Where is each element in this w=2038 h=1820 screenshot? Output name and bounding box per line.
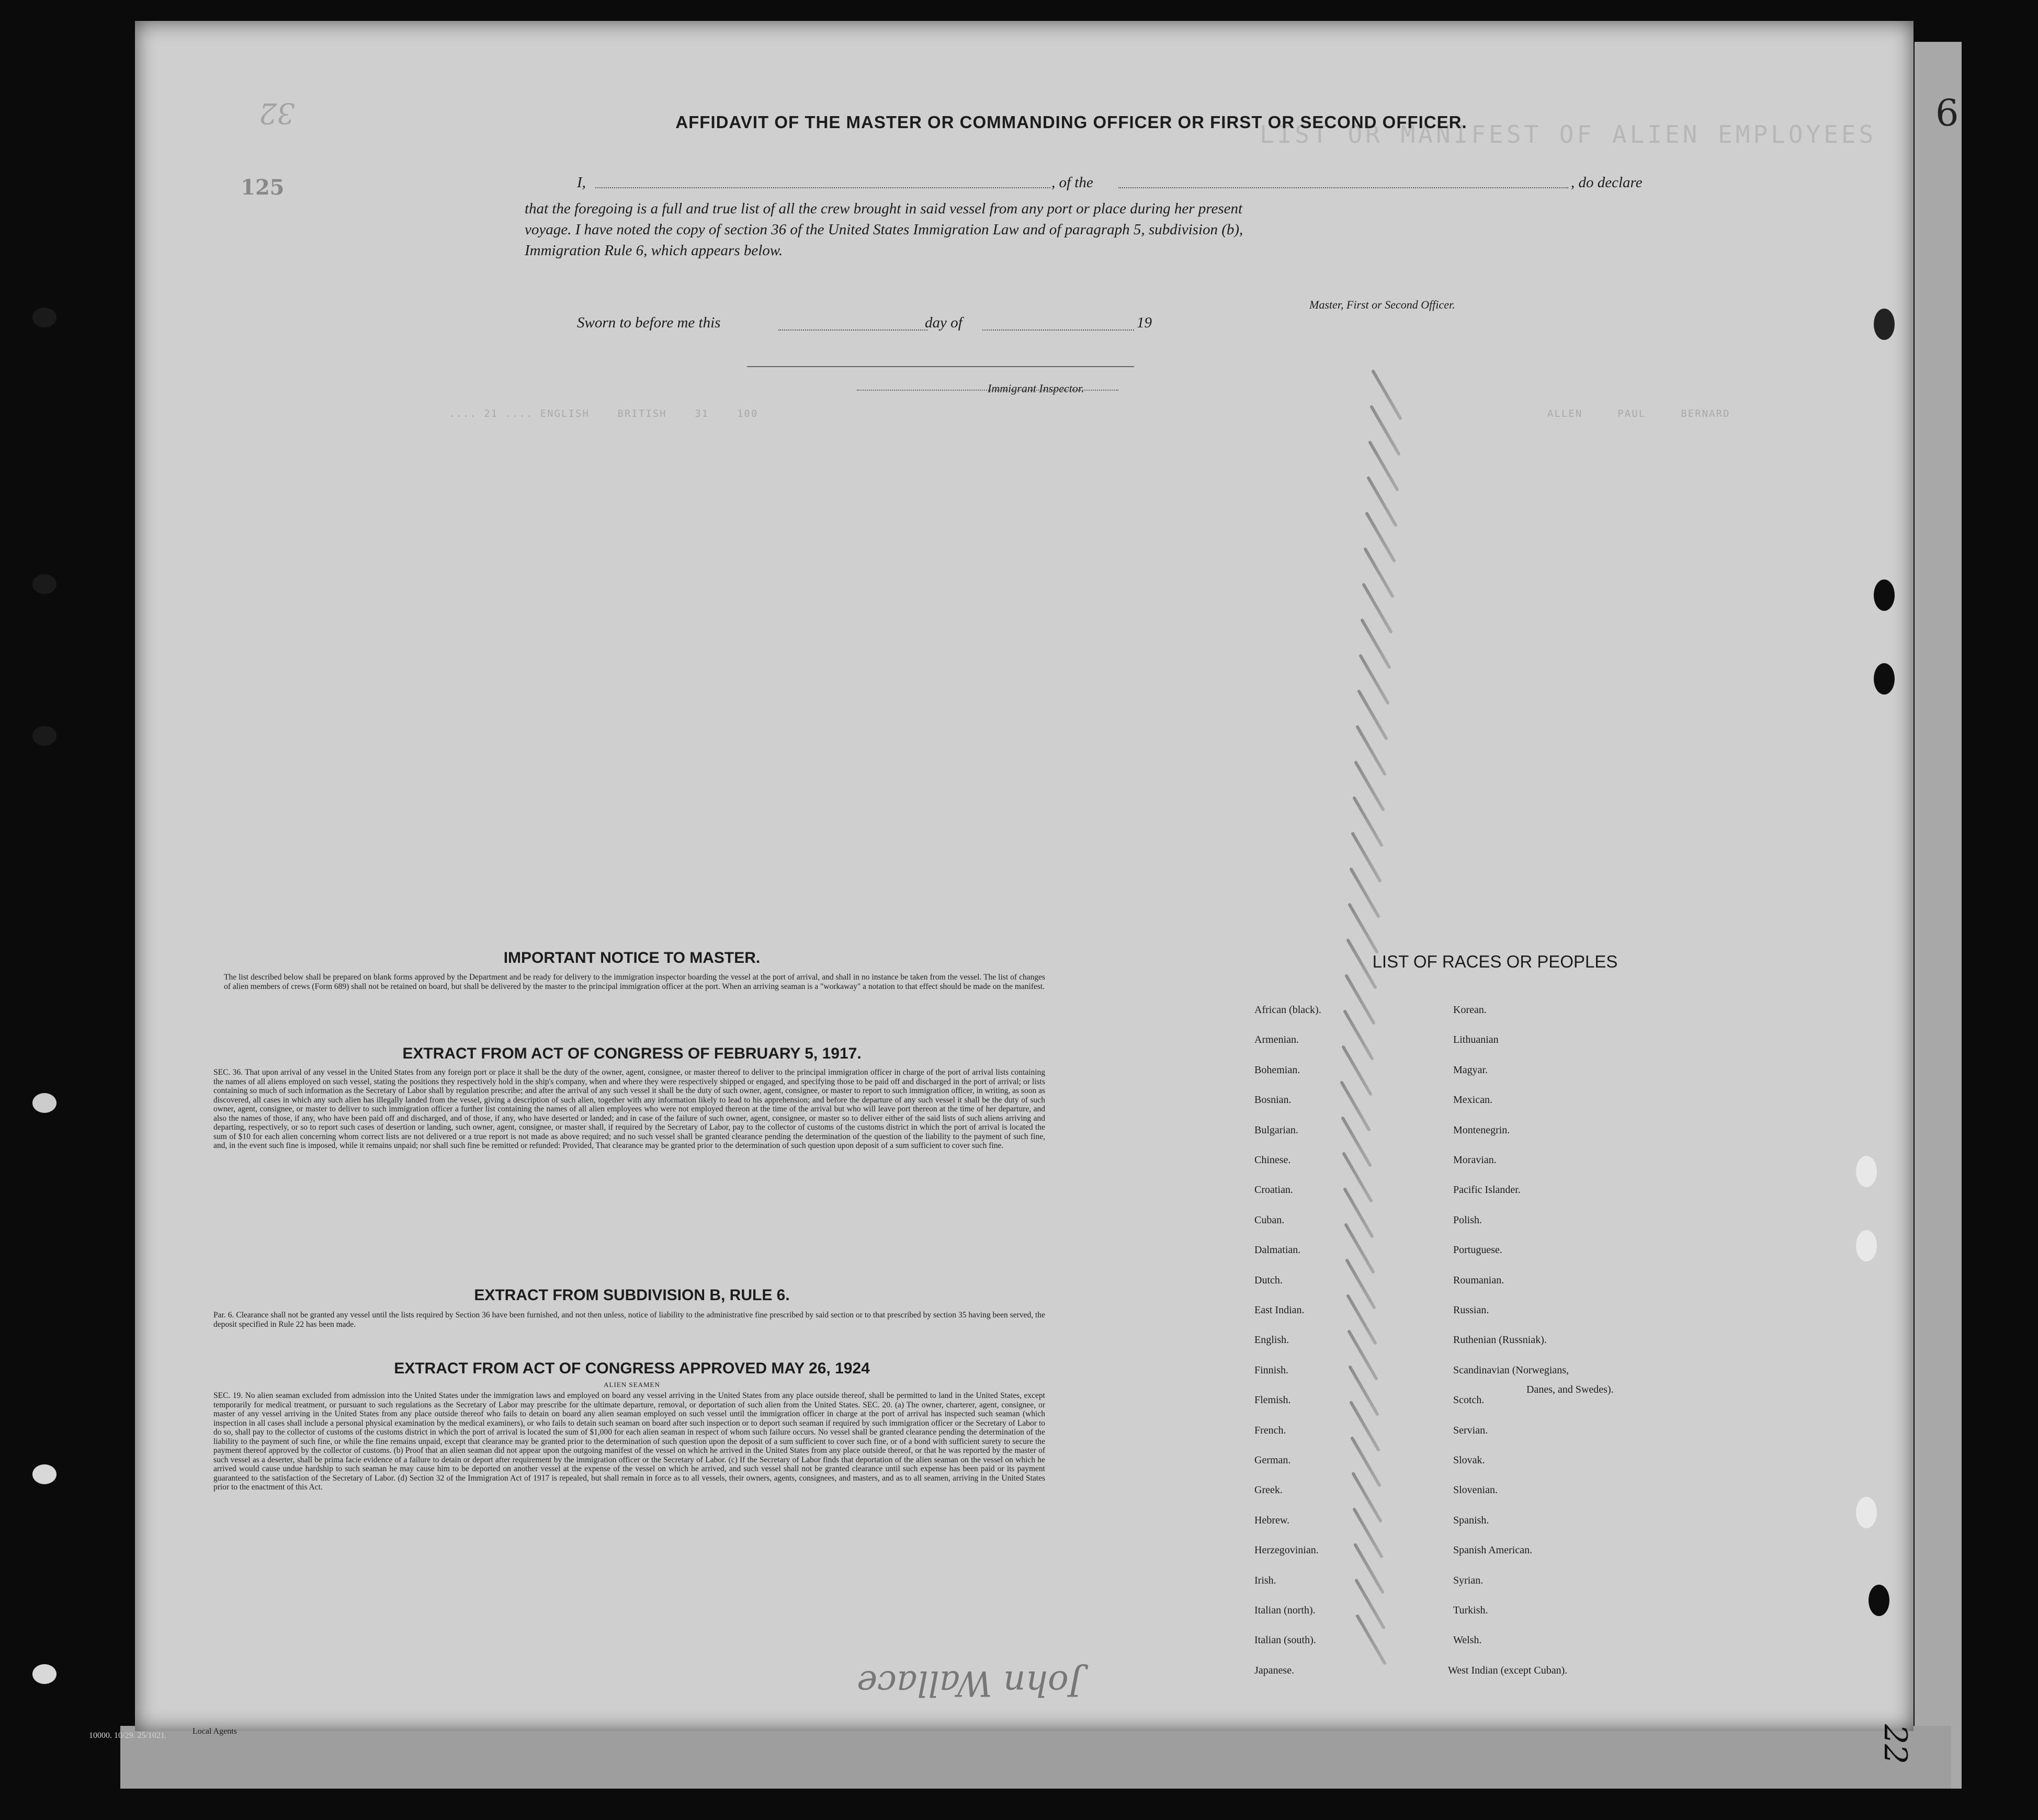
race-left-item: Dutch. xyxy=(1254,1274,1283,1286)
race-left-item: Croatian. xyxy=(1254,1184,1293,1196)
race-left-item: Armenian. xyxy=(1254,1034,1299,1046)
binder-hole xyxy=(32,574,56,594)
race-right-item: Russian. xyxy=(1453,1304,1489,1316)
race-right-item: Moravian. xyxy=(1453,1154,1497,1166)
race-left-item: Dalmatian. xyxy=(1254,1244,1301,1256)
race-left-item: German. xyxy=(1254,1454,1291,1466)
ghost-column-left: .... 21 .... ENGLISH BRITISH 31 100 xyxy=(449,408,758,419)
race-left-item: Hebrew. xyxy=(1254,1514,1290,1526)
extract-1917-title: EXTRACT FROM ACT OF CONGRESS OF FEBRUARY 5, 1917. xyxy=(402,1045,862,1062)
year-prefix: 19 xyxy=(1137,314,1152,331)
inspector-caption: Immigrant Inspector. xyxy=(988,382,1084,395)
race-left-item: Cuban. xyxy=(1254,1214,1285,1226)
race-right-item: Welsh. xyxy=(1453,1634,1482,1646)
day-of-label: day of xyxy=(925,314,963,331)
extract-1924-title: EXTRACT FROM ACT OF CONGRESS APPROVED MAY 26, 1924 xyxy=(394,1360,870,1377)
margin-mark-bottom-right: 22 xyxy=(1877,1724,1914,1765)
extract-1924-subtitle: ALIEN SEAMEN xyxy=(604,1381,660,1389)
race-left-item: Bulgarian. xyxy=(1254,1124,1298,1136)
vessel-blank xyxy=(1118,187,1568,188)
declaration-line-1: that the foregoing is a full and true list of all the crew brought in said vessel from any port or place during her present xyxy=(525,200,1243,217)
footer-line-2: 10000. 10/29. 25/1021. xyxy=(89,1731,167,1740)
race-left-item: Italian (south). xyxy=(1254,1634,1316,1646)
race-right-item: Pacific Islander. xyxy=(1453,1184,1521,1196)
race-right-item: Montenegrin. xyxy=(1453,1124,1510,1136)
master-caption: Master, First or Second Officer. xyxy=(1309,298,1455,311)
binder-hole xyxy=(32,1664,56,1684)
race-right-item: Turkish. xyxy=(1453,1605,1488,1616)
margin-mark-top-left: 32 xyxy=(259,97,295,130)
name-blank xyxy=(595,187,1050,188)
footer-line-1: Local Agents xyxy=(193,1727,237,1736)
race-right-item: Polish. xyxy=(1453,1214,1482,1226)
signature: John Wallace xyxy=(857,1663,1083,1703)
race-right-item: Slovenian. xyxy=(1453,1484,1498,1496)
extract-1917-text: SEC. 36. That upon arrival of any vessel in the United States from any foreign port or place it shall be the duty of the owner, agent, consignee, or master thereof to deliver to the principal immigration officer in charge of the port of arrival lists containing the names of all aliens employed on such vessel, stating the positions they respectively hold in the ship's company, when and where they were respectively shipped or engaged, and specifying those to be paid off and discharged in the port of arrival; or lists containing so much of such information as the Secretary of Labor shall by regulation prescribe; and after the arrival of any such vessel it shall be the duty of such owner, agent, consignee, or master to report to such immigration officer, in writing, as soon as discovered, all cases in which any such alien has illegally landed from the vessel, giving a description of such alien, together with any information likely to lead to his apprehension; and before the departure of any such vessel it shall be the duty of such owner, agent, consignee, or master to deliver to such immigration officer a further list containing the names of all alien employees who were not employed thereon at the time of the arrival but who will leave port thereon at the time of her departure, and also the names of those, if any, who have been paid off and discharged, and of those, if any, who have deserted or landed; and in case of the failure of such owner, agent, consignee, or master so to deliver either of the said lists of such aliens arriving and departing, respectively, or so to report such cases of desertion or landing, such owner, agent, consignee, or master shall, if required by the Secretary of Labor, pay to the collector of customs of the customs district in which the port of arrival is located the sum of $10 for each alien concerning whom correct lists are not delivered or a true report is not made as above required; and no such vessel shall be granted clearance pending the determination of the question of the liability to the payment of such fine, and, in the event such fine is imposed, while it remains unpaid; nor shall such fine be remitted or refunded: Provided, That clearance may be granted prior to the determination of such question upon deposit of a sum sufficient to cover such fine. xyxy=(213,1068,1045,1150)
sworn-label: Sworn to before me this xyxy=(577,314,721,331)
affidavit-title: AFFIDAVIT OF THE MASTER OR COMMANDING OFFICER OR FIRST OR SECOND OFFICER. xyxy=(675,112,1467,132)
race-scandinavian-continued: Danes, and Swedes). xyxy=(1526,1384,1614,1395)
race-left-item: African (black). xyxy=(1254,1004,1321,1016)
manifest-page xyxy=(135,21,1914,1736)
declaration-of-the-label: , of the xyxy=(1051,174,1093,191)
underlying-sheet-edge xyxy=(1915,42,1962,1789)
binder-hole xyxy=(32,308,56,327)
punch-hole xyxy=(1874,663,1895,695)
race-right-item: Roumanian. xyxy=(1453,1274,1504,1286)
race-left-item: Italian (north). xyxy=(1254,1605,1316,1616)
race-left-item: Flemish. xyxy=(1254,1394,1291,1406)
race-right-item: Korean. xyxy=(1453,1004,1487,1016)
binder-hole xyxy=(32,726,56,746)
race-left-item: Chinese. xyxy=(1254,1154,1291,1166)
margin-mark-top-right: 6 xyxy=(1935,92,1959,134)
race-left-item: French. xyxy=(1254,1424,1286,1436)
declaration-do-declare: , do declare xyxy=(1571,174,1643,191)
extract-rule6-text: Par. 6. Clearance shall not be granted any vessel until the lists required by Section 36 have been furnished, and not then unless, notice of liability to the administrative fine prescribed by said section or to that prescribed by section 35 having been served, the deposit specified in Rule 22 has been made. xyxy=(213,1311,1045,1329)
race-left-item: East Indian. xyxy=(1254,1304,1305,1316)
race-right-item: Syrian. xyxy=(1453,1574,1484,1586)
race-left-item: Herzegovinian. xyxy=(1254,1544,1319,1556)
punch-hole xyxy=(1869,1585,1889,1616)
notice-title: IMPORTANT NOTICE TO MASTER. xyxy=(503,949,761,966)
extract-1924-text: SEC. 19. No alien seaman excluded from admission into the United States under the immigration laws and employed on board any vessel arriving in the United States from any place outside thereof, shall be permitted to land in the United States, except temporarily for medical treatment, or pursuant to such regulations as the Secretary of Labor may prescribe for the ultimate departure, removal, or deportation of such alien from the United States. SEC. 20. (a) The owner, charterer, agent, consignee, or master of any vessel arriving in the United States from any place outside thereof who fails to detain on board any alien seaman employed on such vessel until the immigration officer in charge at the port of arrival has inspected such seaman (which inspection in all cases shall include a personal physical examination by the medical examiners), or who fails to detain such seaman on board after such inspection or to deport such seaman if required by such immigration officer or the Secretary of Labor to do so, shall pay to the collector of customs of the customs district in which the port of arrival is located the sum of $1,000 for each alien seaman in respect of whom such failure occurs. No vessel shall be granted clearance pending the determination of the liability to the payment of such fine, or while the fine remains unpaid, except that clearance may be granted prior to the determination of such question upon the deposit of a sum sufficient to cover such fine, or of a bond with sufficient surety to secure the payment thereof approved by the collector of customs. (b) Proof that an alien seaman did not appear upon the outgoing manifest of the vessel on which he arrived in the United States from any place outside thereof, or that he was reported by the master of such vessel as a deserter, shall be prima facie evidence of a failure to detain or deport after requirement by the immigration officer or the Secretary of Labor. (c) If the Secretary of Labor finds that deportation of the alien seaman on the vessel on which he arrived would cause undue hardship to such seaman he may cause him to be deported on another vessel at the expense of the vessel on which he arrived, and such vessel shall not be granted clearance until such expense has been paid or its payment guaranteed to the satisfaction of the Secretary of Labor. (d) Section 32 of the Immigration Act of 1917 is repealed, but shall remain in force as to all vessels, their owners, agents, consignees, and masters, and as to all seamen, arriving in the United States prior to the enactment of this Act. xyxy=(213,1391,1045,1492)
race-right-item: Lithuanian xyxy=(1453,1034,1499,1046)
declaration-i-label: I, xyxy=(577,174,586,191)
ghost-header: LIST OR MANIFEST OF ALIEN EMPLOYEES xyxy=(1260,120,1877,149)
punch-hole xyxy=(1856,1230,1877,1261)
race-right-item: Scotch. xyxy=(1453,1394,1485,1406)
race-left-item: Finnish. xyxy=(1254,1364,1289,1376)
left-stamp: 125 xyxy=(241,175,285,200)
punch-hole xyxy=(1874,309,1895,340)
ghost-column: ALLEN PAUL BERNARD xyxy=(1547,408,1730,419)
notice-text: The list described below shall be prepared on blank forms approved by the Department and be ready for delivery to the immigration inspector boarding the vessel at the port of arrival, and shall in no instance be taken from the vessel. The list of changes of alien members of crews (Form 689) shall not be retained on board, but shall be delivered by the master to the principal immigration officer at the port. When an arriving seaman is a "workaway" a notation to that effect should be made on the manifest. xyxy=(224,973,1045,991)
race-left-item: Bosnian. xyxy=(1254,1094,1292,1106)
inspector-signature-line xyxy=(747,366,1134,367)
race-right-item: Ruthenian (Russniak). xyxy=(1453,1334,1547,1346)
declaration-line-3: Immigration Rule 6, which appears below. xyxy=(525,242,783,259)
punch-hole xyxy=(1856,1156,1877,1187)
race-right-item: Servian. xyxy=(1453,1424,1488,1436)
race-left-item: Japanese. xyxy=(1254,1664,1295,1676)
race-left-item: Irish. xyxy=(1254,1574,1276,1586)
race-right-item: Spanish. xyxy=(1453,1514,1489,1526)
race-left-item: Bohemian. xyxy=(1254,1064,1300,1076)
race-right-item: Magyar. xyxy=(1453,1064,1488,1076)
race-left-item: Greek. xyxy=(1254,1484,1283,1496)
race-right-item: Portuguese. xyxy=(1453,1244,1502,1256)
race-right-item: West Indian (except Cuban). xyxy=(1448,1664,1568,1676)
race-right-item: Slovak. xyxy=(1453,1454,1485,1466)
month-blank xyxy=(982,329,1134,331)
punch-hole xyxy=(1856,1497,1877,1528)
race-right-item: Scandinavian (Norwegians, xyxy=(1453,1364,1569,1376)
declaration-line-2: voyage. I have noted the copy of section 36 of the United States Immigration Law and of paragraph 5, subdivision (b), xyxy=(525,221,1243,238)
races-title: LIST OF RACES OR PEOPLES xyxy=(1372,952,1618,971)
binder-hole xyxy=(32,1093,56,1113)
race-right-item: Spanish American. xyxy=(1453,1544,1533,1556)
day-blank xyxy=(778,329,927,331)
race-left-item: English. xyxy=(1254,1334,1289,1346)
race-right-item: Mexican. xyxy=(1453,1094,1492,1106)
underlying-sheet-bottom xyxy=(120,1726,1951,1789)
punch-hole xyxy=(1874,579,1895,611)
extract-rule6-title: EXTRACT FROM SUBDIVISION B, RULE 6. xyxy=(474,1287,790,1304)
binder-hole xyxy=(32,1464,56,1484)
